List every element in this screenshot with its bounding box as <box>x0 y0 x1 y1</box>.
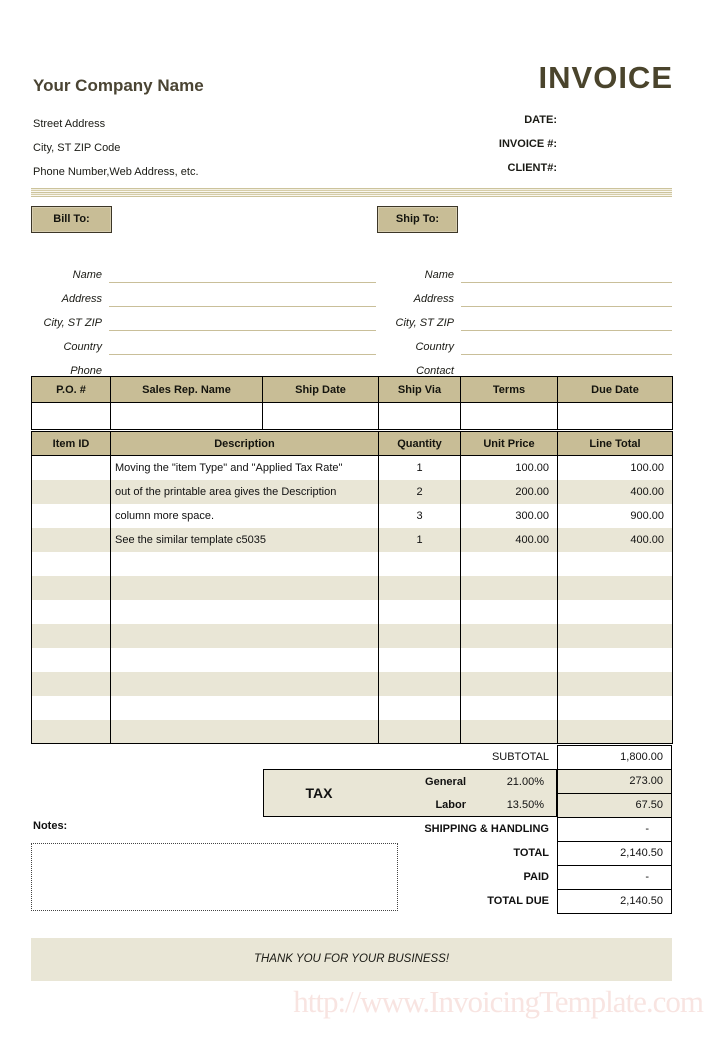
notes-label: Notes: <box>33 820 68 832</box>
ship-to-country-label: Country <box>415 341 454 353</box>
description-cell[interactable] <box>111 576 379 600</box>
item-row-empty <box>32 696 673 720</box>
quantity-cell[interactable] <box>379 696 461 720</box>
description-cell[interactable] <box>111 552 379 576</box>
ship-via-cell[interactable] <box>379 403 461 430</box>
header-divider <box>31 188 672 197</box>
tax-rows <box>374 770 556 816</box>
quantity-cell[interactable]: 3 <box>379 504 461 528</box>
unit-price-cell[interactable] <box>461 720 558 744</box>
bill-to-city-input[interactable] <box>109 307 376 331</box>
ship-to-row-city <box>377 307 672 331</box>
description-cell[interactable] <box>111 696 379 720</box>
quantity-cell[interactable] <box>379 600 461 624</box>
tax-labor-rate[interactable]: 13.50% <box>506 798 544 811</box>
ship-to-city-input[interactable] <box>461 307 672 331</box>
po-number-cell[interactable] <box>32 403 111 430</box>
description-cell[interactable]: See the similar template c5035 <box>111 528 379 552</box>
po-number-header: P.O. # <box>32 377 111 403</box>
quantity-header: Quantity <box>379 432 461 456</box>
quantity-cell[interactable] <box>379 576 461 600</box>
line-total-header: Line Total <box>558 432 673 456</box>
tax-title: TAX <box>305 785 333 801</box>
item-id-cell[interactable] <box>32 624 111 648</box>
line-total-cell <box>558 696 673 720</box>
paid-label: PAID <box>523 871 549 883</box>
bill-to-fields <box>31 259 376 379</box>
total-due-label: TOTAL DUE <box>487 895 549 907</box>
item-row <box>32 480 673 504</box>
item-row <box>32 528 673 552</box>
tax-row-general <box>374 770 556 793</box>
total-label: TOTAL <box>513 847 549 859</box>
ship-to-address-input[interactable] <box>461 283 672 307</box>
line-total-cell: 100.00 <box>558 456 673 480</box>
bill-to-city-label: City, ST ZIP <box>43 317 102 329</box>
bill-to-name-label: Name <box>72 269 102 281</box>
item-row-empty <box>32 624 673 648</box>
quantity-cell[interactable] <box>379 624 461 648</box>
watermark-url: http://www.InvoicingTemplate.com <box>293 984 703 1019</box>
ship-date-header: Ship Date <box>263 377 379 403</box>
item-row-empty <box>32 648 673 672</box>
subtotal-label: SUBTOTAL <box>491 751 549 763</box>
item-id-cell[interactable] <box>32 696 111 720</box>
bill-to-section <box>31 206 376 379</box>
item-id-cell[interactable] <box>32 672 111 696</box>
ship-to-header: Ship To: <box>377 206 458 233</box>
item-id-cell[interactable] <box>32 480 111 504</box>
paid-value[interactable]: - <box>557 865 672 890</box>
invoice-title: INVOICE <box>538 60 673 95</box>
item-row <box>32 504 673 528</box>
line-total-cell <box>558 600 673 624</box>
bill-to-country-label: Country <box>63 341 102 353</box>
bill-to-row-name <box>31 259 376 283</box>
bill-to-country-input[interactable] <box>109 331 376 355</box>
item-id-cell[interactable] <box>32 552 111 576</box>
description-cell[interactable] <box>111 600 379 624</box>
line-total-cell: 400.00 <box>558 528 673 552</box>
line-total-cell <box>558 624 673 648</box>
ship-to-section <box>377 206 672 379</box>
description-cell[interactable] <box>111 720 379 744</box>
item-id-cell[interactable] <box>32 576 111 600</box>
bill-to-row-country <box>31 331 376 355</box>
item-row-empty <box>32 552 673 576</box>
invoice-number-label: INVOICE #: <box>498 138 557 150</box>
unit-price-cell[interactable] <box>461 648 558 672</box>
unit-price-cell[interactable] <box>461 624 558 648</box>
tax-general-name: General <box>425 775 466 788</box>
order-info-table <box>31 376 673 430</box>
ship-to-contact-label: Contact <box>416 365 454 377</box>
items-table <box>31 431 673 744</box>
quantity-cell[interactable]: 1 <box>379 456 461 480</box>
bill-to-address-input[interactable] <box>109 283 376 307</box>
unit-price-cell[interactable]: 200.00 <box>461 480 558 504</box>
subtotal-value: 1,800.00 <box>557 745 672 770</box>
description-cell[interactable] <box>111 648 379 672</box>
date-label: DATE: <box>524 114 557 126</box>
order-info-header-row <box>32 377 673 403</box>
item-row-empty <box>32 600 673 624</box>
terms-header: Terms <box>461 377 558 403</box>
description-cell[interactable]: column more space. <box>111 504 379 528</box>
company-city: City, ST ZIP Code <box>33 142 121 154</box>
unit-price-cell[interactable] <box>461 600 558 624</box>
line-total-cell: 900.00 <box>558 504 673 528</box>
item-id-cell[interactable] <box>32 720 111 744</box>
line-total-cell <box>558 672 673 696</box>
description-cell[interactable]: Moving the "item Type" and "Applied Tax Rate" <box>111 456 379 480</box>
totals-value-column <box>557 745 672 914</box>
description-header: Description <box>111 432 379 456</box>
quantity-cell[interactable]: 2 <box>379 480 461 504</box>
unit-price-header: Unit Price <box>461 432 558 456</box>
ship-to-address-label: Address <box>413 293 454 305</box>
ship-date-cell[interactable] <box>263 403 379 430</box>
ship-to-fields <box>377 259 672 379</box>
invoice-meta-labels <box>0 108 557 180</box>
item-row-empty <box>32 672 673 696</box>
item-id-cell[interactable] <box>32 648 111 672</box>
item-id-header: Item ID <box>32 432 111 456</box>
item-id-cell[interactable] <box>32 504 111 528</box>
quantity-cell[interactable] <box>379 672 461 696</box>
ship-via-header: Ship Via <box>379 377 461 403</box>
tax-general-rate[interactable]: 21.00% <box>506 775 544 788</box>
line-total-cell <box>558 552 673 576</box>
order-info-input-row <box>32 403 673 430</box>
item-id-cell[interactable] <box>32 456 111 480</box>
description-cell[interactable] <box>111 624 379 648</box>
line-total-cell <box>558 576 673 600</box>
due-date-cell[interactable] <box>558 403 673 430</box>
tax-row-labor <box>374 793 556 816</box>
item-row <box>32 456 673 480</box>
description-cell[interactable]: out of the printable area gives the Description <box>111 480 379 504</box>
footer-message: THANK YOU FOR YOUR BUSINESS! <box>31 938 672 981</box>
sales-rep-cell[interactable] <box>111 403 263 430</box>
unit-price-cell[interactable]: 100.00 <box>461 456 558 480</box>
sales-rep-header: Sales Rep. Name <box>111 377 263 403</box>
client-number-label: CLIENT#: <box>507 162 557 174</box>
quantity-cell[interactable] <box>379 720 461 744</box>
unit-price-cell[interactable]: 300.00 <box>461 504 558 528</box>
line-total-cell: 400.00 <box>558 480 673 504</box>
ship-to-row-name <box>377 259 672 283</box>
notes-input[interactable] <box>31 843 398 911</box>
ship-to-city-label: City, ST ZIP <box>395 317 454 329</box>
bill-to-address-label: Address <box>61 293 102 305</box>
bill-to-row-city <box>31 307 376 331</box>
item-row-empty <box>32 576 673 600</box>
unit-price-cell[interactable] <box>461 672 558 696</box>
quantity-cell[interactable]: 1 <box>379 528 461 552</box>
line-total-cell <box>558 720 673 744</box>
tax-labor-amount: 67.50 <box>557 793 672 818</box>
unit-price-cell[interactable] <box>461 576 558 600</box>
quantity-cell[interactable] <box>379 552 461 576</box>
tax-box <box>263 769 557 817</box>
company-name: Your Company Name <box>33 76 204 95</box>
item-id-cell[interactable] <box>32 600 111 624</box>
ship-to-country-input[interactable] <box>461 331 672 355</box>
total-value: 2,140.50 <box>557 841 672 866</box>
shipping-value[interactable]: - <box>557 817 672 842</box>
due-date-header: Due Date <box>558 377 673 403</box>
tax-labor-name: Labor <box>435 798 466 811</box>
item-id-cell[interactable] <box>32 528 111 552</box>
shipping-label: SHIPPING & HANDLING <box>424 823 549 835</box>
description-cell[interactable] <box>111 672 379 696</box>
ship-to-name-input[interactable] <box>461 259 672 283</box>
unit-price-cell[interactable] <box>461 696 558 720</box>
ship-to-name-label: Name <box>424 269 454 281</box>
terms-cell[interactable] <box>461 403 558 430</box>
items-header-row <box>32 432 673 456</box>
company-phone-web: Phone Number,Web Address, etc. <box>33 166 199 178</box>
bill-to-row-address <box>31 283 376 307</box>
line-total-cell <box>558 648 673 672</box>
tax-general-amount: 273.00 <box>557 769 672 794</box>
company-street: Street Address <box>33 118 106 130</box>
unit-price-cell[interactable]: 400.00 <box>461 528 558 552</box>
bill-to-name-input[interactable] <box>109 259 376 283</box>
total-due-value: 2,140.50 <box>557 889 672 914</box>
item-row-empty <box>32 720 673 744</box>
bill-to-phone-label: Phone <box>70 365 102 377</box>
quantity-cell[interactable] <box>379 648 461 672</box>
unit-price-cell[interactable] <box>461 552 558 576</box>
ship-to-row-address <box>377 283 672 307</box>
bill-to-header: Bill To: <box>31 206 112 233</box>
ship-to-row-country <box>377 331 672 355</box>
